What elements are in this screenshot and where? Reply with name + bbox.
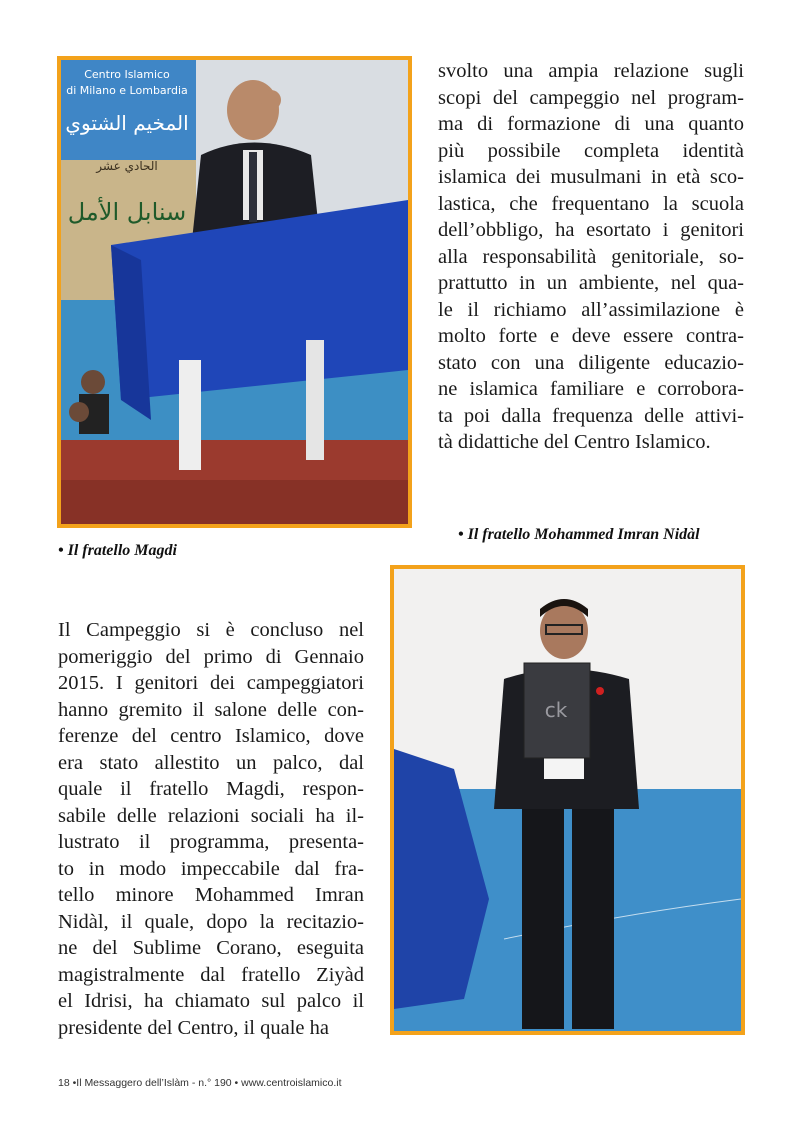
text-line: Il Campeggio si è concluso nel (58, 619, 364, 641)
text-line: magistralmente dal fratello Ziyàd (58, 963, 364, 986)
text-line: scopi del campeggio nel program- (438, 86, 744, 109)
text-line: svolto una ampia relazione sugli (438, 60, 744, 82)
boy-head (540, 603, 588, 659)
caption-magdi: • Il fratello Magdi (58, 542, 177, 559)
text-line: ferenze del centro Islamico, dove (58, 725, 364, 747)
boy-photo-illustration (394, 569, 741, 1031)
article-text-right-column (438, 58, 744, 456)
caption-mohammed-imran-nidal: • Il fratello Mohammed Imran Nidàl (458, 526, 700, 543)
text-line: el Idrisi, ha chiamato sul palco il (58, 990, 364, 1012)
text-line: tà didattiche del Centro Islamico. (438, 431, 711, 453)
text-line: 2015. I genitori dei campeggiatori (58, 672, 364, 694)
speaker-head (227, 80, 279, 140)
text-line: prattutto in un ambiente, nel qua- (438, 272, 744, 294)
text-line: dell’obbligo, ha esortato i genitori (438, 219, 744, 241)
text-line: ne del Sublime Corano, eseguita (58, 937, 364, 959)
banner-line-3: المخيم الشتوي (65, 111, 189, 135)
banner-line-4: الحادي عشر (96, 159, 158, 173)
text-line: molto forte e deve essere contra- (438, 325, 744, 347)
text-line: quale il fratello Magdi, respon- (58, 778, 364, 800)
text-line: to in modo impeccabile dal fra- (58, 857, 364, 880)
text-line: presidente del Centro, il quale ha (58, 1016, 329, 1039)
text-line: più possibile completa identità (438, 139, 744, 162)
text-line: le il richiamo all’assimilazione è (438, 298, 744, 321)
banner-line-1: Centro Islamico (84, 68, 170, 81)
photo-speaker-magdi (57, 56, 412, 528)
photo-boy-reading (390, 565, 745, 1035)
speaker-photo-illustration (61, 60, 408, 524)
text-line: ta poi dalla frequenza delle attivi- (438, 404, 744, 427)
text-line: alla responsabilità genitoriale, so- (438, 245, 744, 268)
text-line: tello minore Mohammed Imran (58, 884, 364, 906)
text-line: sabile delle relazioni sociali ha il- (58, 804, 364, 827)
text-line: islamica dei musulmani in età sco- (438, 166, 744, 188)
page-footer: 18 •Il Messaggero dell’Islàm - n.° 190 • www.centroislamico.it (58, 1077, 342, 1089)
text-line: era stato allestito un palco, dal (58, 751, 364, 774)
text-line: lustrato il programma, presenta- (58, 831, 364, 853)
text-line: ne islamica familiare e corrobora- (438, 378, 744, 400)
article-text-left-column (58, 617, 364, 1041)
banner-line-2: di Milano e Lombardia (66, 84, 188, 97)
text-line: hanno gremito il salone delle con- (58, 698, 364, 721)
text-line: stato con una diligente educazio- (438, 351, 744, 374)
text-line: Nidàl, il quale, dopo la recitazio- (58, 910, 364, 933)
text-line: lastica, che frequentano la scuola (438, 192, 744, 215)
banner-line-5: سنابل الأمل (67, 198, 187, 226)
text-line: pomeriggio del primo di Gennaio (58, 645, 364, 668)
folder-logo: ck (544, 698, 568, 722)
text-line: ma di formazione di una quanto (438, 113, 744, 135)
